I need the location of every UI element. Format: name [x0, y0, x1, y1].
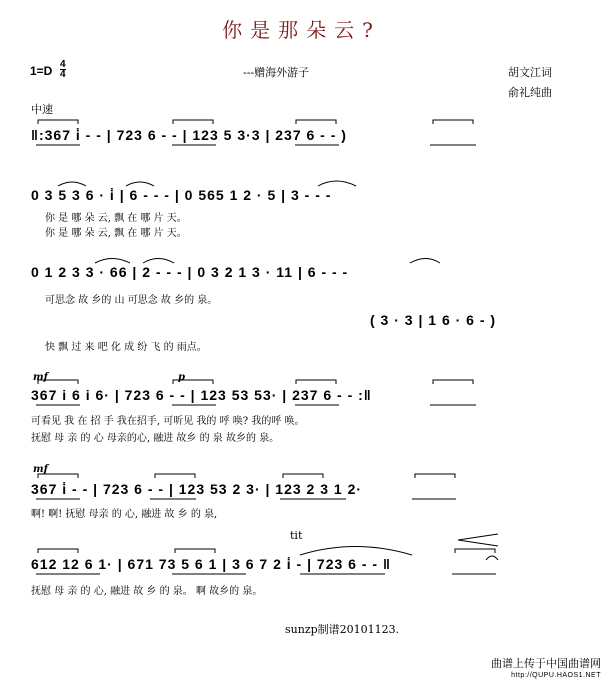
slur — [410, 259, 440, 264]
slur — [95, 259, 130, 264]
triplet-bracket — [455, 549, 495, 553]
time-signature-top: 4 — [60, 59, 66, 70]
key-signature: 1=D — [30, 64, 53, 78]
score-credit: sunzp制谱20101123. — [285, 623, 400, 636]
lyric-line-7: 抚慰 母 亲 的 心, 融进 故 乡 的 泉。 啊 故乡的 泉。 — [31, 586, 263, 597]
triplet-bracket — [38, 474, 78, 478]
fermata — [486, 556, 498, 560]
time-signature-bottom: 4 — [60, 69, 66, 80]
slur — [126, 182, 154, 186]
slur — [143, 259, 174, 264]
lyric-line-4: 快 飘 过 来 吧 化 成 纷 飞 的 雨点。 — [45, 342, 207, 353]
site-url: http://QUPU.HAOS1.NET — [511, 672, 601, 679]
dynamic-p: p — [178, 372, 185, 383]
triplet-bracket — [38, 380, 78, 384]
ornament-tit: tit — [290, 529, 303, 542]
triplet-bracket — [173, 120, 213, 124]
triplet-bracket — [433, 380, 473, 384]
lyric-line-2b: 你 是 哪 朵 云, 飘 在 哪 片 天。 — [45, 228, 187, 239]
song-title: 你是那朵云? — [222, 18, 381, 42]
triplet-bracket — [433, 120, 473, 124]
tempo-marking: 中速 — [31, 103, 53, 116]
slur — [300, 547, 412, 556]
site-name: 曲谱上传于中国曲谱网 — [491, 658, 601, 670]
slur — [318, 181, 356, 186]
staff-line-6: 367 i̇ - - | 723 6 - - | 123 53 2 3· | 123 2 3 1 2· — [31, 481, 363, 497]
lyric-line-6: 啊! 啊! 抚慰 母亲 的 心, 融进 故 乡 的 泉, — [31, 509, 218, 520]
dynamic-mf-1: mf — [33, 372, 48, 383]
triplet-bracket — [415, 474, 455, 478]
staff-line-2: 0 3 5 3 6 · i̇ | 6 - - - | 0 565 1 2 · 5 | 3 - - - — [31, 187, 332, 203]
triplet-bracket — [283, 474, 323, 478]
staff-line-1: ‖:367 i̇ - - | 723 6 - - | 123 5 3·3 | 237 6 - - ) — [31, 127, 347, 143]
slur — [58, 182, 86, 186]
triplet-bracket — [38, 120, 78, 124]
triplet-bracket — [173, 380, 213, 384]
staff-line-7: 612 12 6 1· | 671 73 5 6 1 | 3 6 7 2 i̇ - | 723 6 - - ‖ — [31, 556, 391, 572]
triplet-bracket — [296, 120, 336, 124]
lyric-line-5b: 抚慰 母 亲 的 心 母亲的心, 融进 故乡 的 泉 故乡的 泉。 — [31, 433, 280, 444]
triplet-bracket — [296, 380, 336, 384]
dynamic-mf-2: mf — [33, 464, 48, 475]
triplet-bracket — [175, 549, 215, 553]
dedication: ---赠海外游子 — [243, 66, 310, 79]
staff-line-4: ( 3 · 3 | 1 6 · 6 - ) — [370, 312, 497, 328]
lyricist: 胡文江词 — [508, 66, 552, 79]
decrescendo-hairpin — [458, 534, 498, 546]
lyric-line-2a: 你 是 哪 朵 云, 飘 在 哪 片 天。 — [45, 213, 187, 224]
triplet-bracket — [38, 549, 78, 553]
lyric-line-5a: 可看见 我 在 招 手 我在招手, 可听见 我的 呼 唤? 我的呼 唤。 — [31, 416, 305, 427]
triplet-bracket — [155, 474, 195, 478]
staff-line-3: 0 1 2 3 3 · 66 | 2 - - - | 0 3 2 1 3 · 11 | 6 - - - — [31, 264, 349, 280]
staff-line-5: 367 i 6 i 6· | 723 6 - - | 123 53 53· | 237 6 - - :‖ — [31, 387, 372, 403]
lyric-line-3: 可思念 故 乡的 山 可思念 故 乡的 泉。 — [45, 295, 218, 306]
composer: 俞礼纯曲 — [508, 86, 552, 99]
